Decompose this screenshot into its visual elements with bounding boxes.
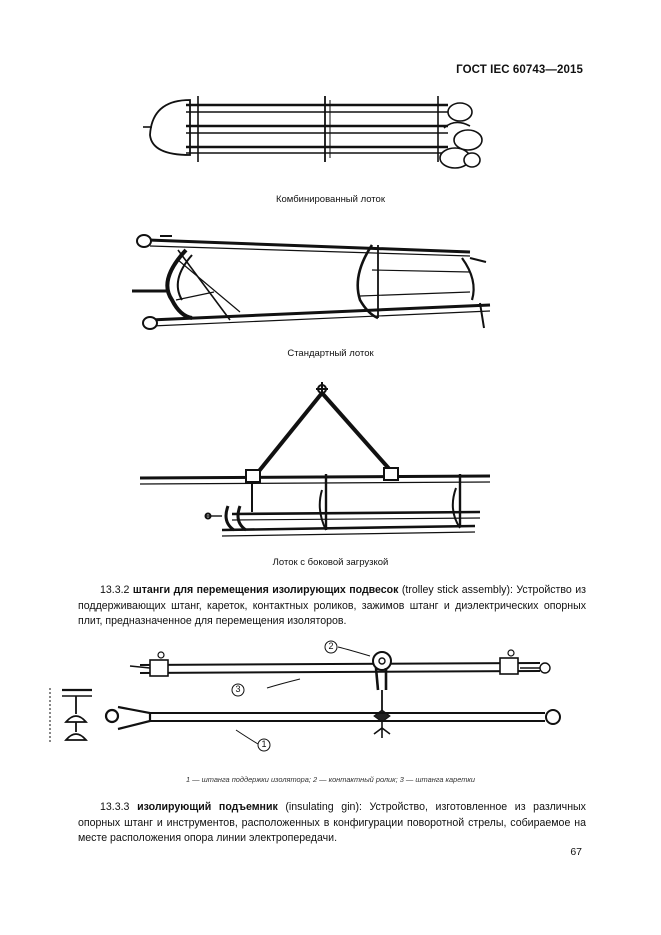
section-13-3-2	[78, 583, 586, 630]
figure-caption-combined-tray: Комбинированный лоток	[275, 194, 385, 205]
side-loading-tray-illustration	[140, 382, 490, 536]
callout-1: 1	[261, 739, 267, 749]
document-header: ГОСТ IEC 60743—2015	[456, 64, 583, 76]
figure-legend: 1 — штанга поддержки изолятора; 2 — контактный ролик; 3 — штанга каретки	[186, 775, 475, 784]
section-term-en: (insulating gin)	[285, 801, 359, 813]
section-definition: : Устройство, изготовленное из различных опорных штанг и инструментов, расположенных в конфигурации поворотной стрелы, собираемое на месте расположения опора линии электропередачи.	[78, 801, 586, 844]
section-number: 13.3.3	[100, 801, 130, 813]
figure-caption-standard-tray: Стандартный лоток	[287, 348, 374, 359]
section-definition: : Устройство из поддерживающих штанг, кареток, контактных роликов, зажимов штанг и диэлектрических опорных плит, предназначенное для перемещения изоляторов.	[78, 584, 587, 627]
callout-3: 3	[235, 684, 241, 694]
callout-2: 2	[328, 641, 334, 651]
section-term: штанги для перемещения изолирующих подвесок	[132, 584, 399, 596]
page-number: 67	[570, 846, 582, 858]
section-term-en: (trolley stick assembly)	[401, 584, 511, 596]
standard-tray-illustration	[132, 235, 490, 329]
trolley-stick-illustration	[50, 641, 560, 751]
combined-tray-illustration	[143, 96, 482, 168]
figure-caption-side-loading-tray: Лоток с боковой загрузкой	[272, 557, 389, 568]
section-13-3-3	[78, 800, 586, 847]
section-number: 13.3.2	[100, 584, 130, 596]
section-term: изолирующий подъемник	[137, 801, 278, 813]
